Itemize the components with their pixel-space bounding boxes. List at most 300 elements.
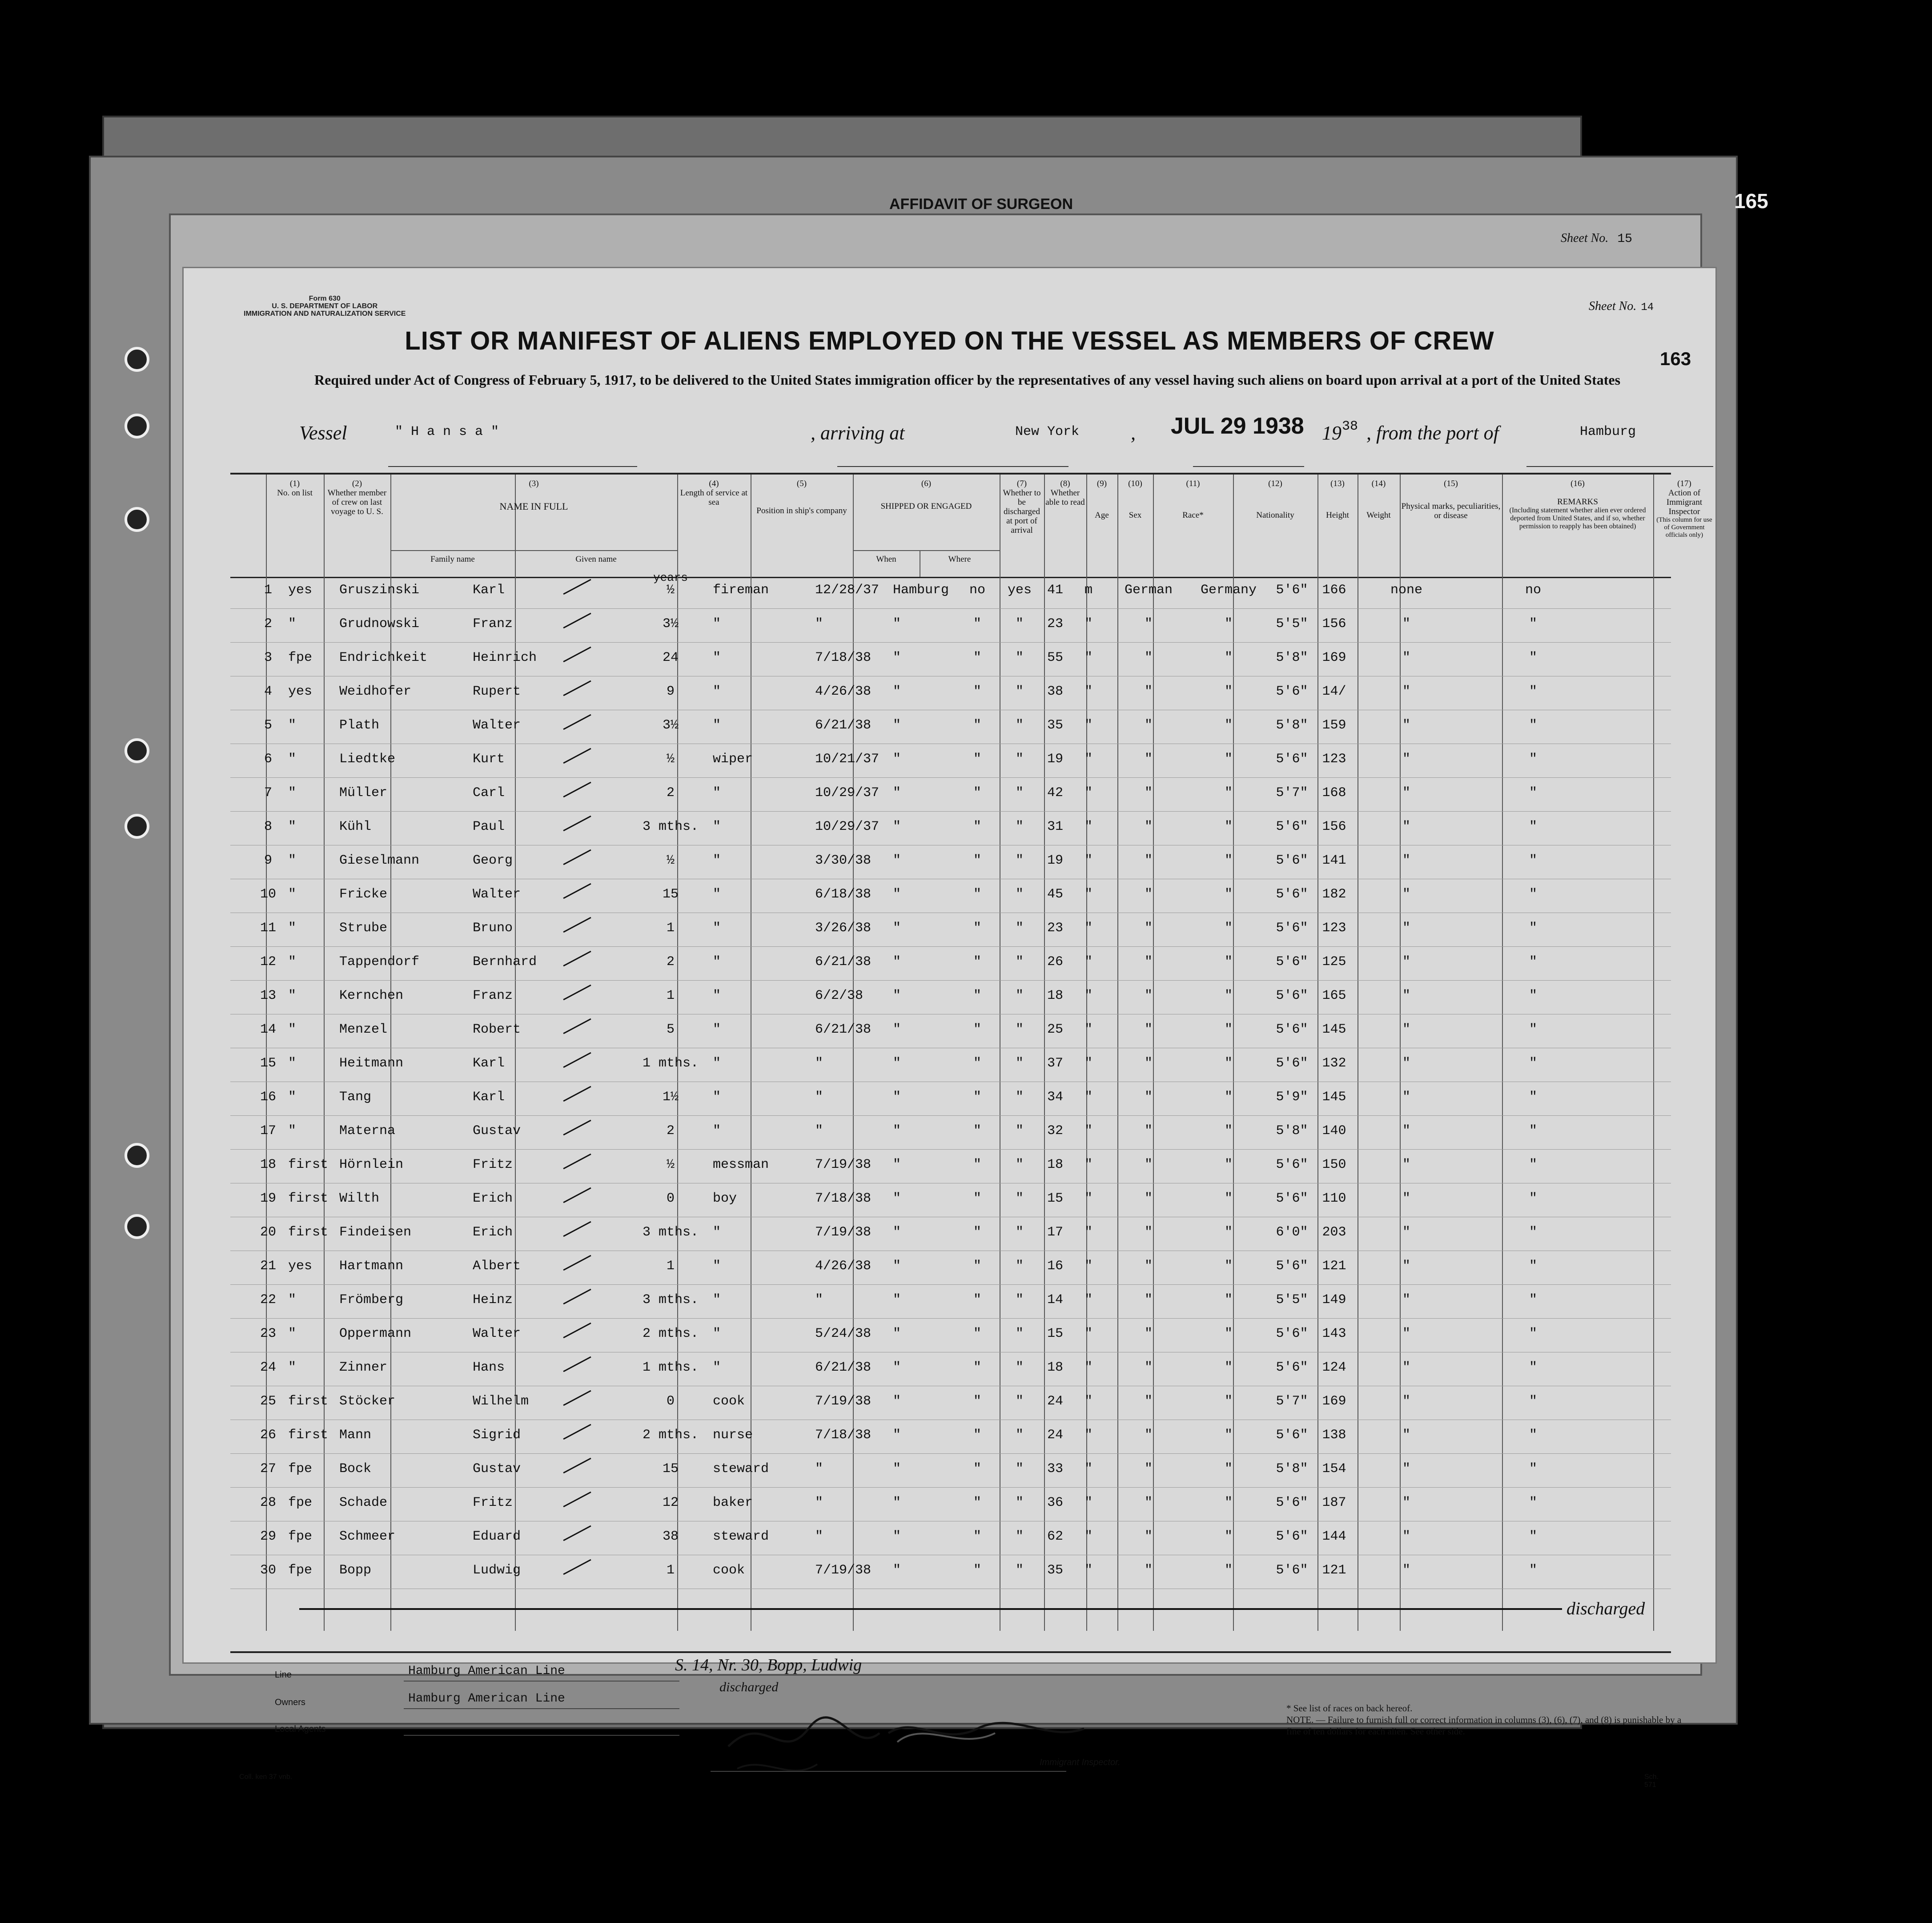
cell-where: " <box>893 1292 901 1307</box>
cell-read: " <box>1015 1360 1024 1375</box>
cell-no: 28 <box>260 1495 276 1510</box>
cell-given: Walter <box>473 718 521 733</box>
owners-label: Owners <box>275 1698 305 1707</box>
cell-age: 23 <box>1047 616 1063 632</box>
cell-disch: " <box>973 887 981 902</box>
cell-remarks: " <box>1529 887 1537 902</box>
cell-race: " <box>1144 1360 1153 1375</box>
owners-value: Hamburg American Line <box>408 1692 565 1706</box>
cell-given: Gustav <box>473 1123 521 1139</box>
cell-age: 31 <box>1047 819 1063 834</box>
cell-race: " <box>1144 752 1153 767</box>
cell-nat: " <box>1224 853 1233 868</box>
cell-marks: " <box>1402 1090 1410 1105</box>
cell-remarks: no <box>1525 583 1541 598</box>
column-header-inspector: (17) Action of Immigrant Inspector (This column for use of Government officials only) <box>1656 479 1712 539</box>
cell-position: " <box>713 1259 721 1274</box>
cell-given: Carl <box>473 785 505 801</box>
cell-family: Müller <box>339 785 388 801</box>
cell-nat: " <box>1224 1022 1233 1037</box>
cell-weight: 140 <box>1322 1123 1346 1139</box>
cell-given: Erich <box>473 1225 513 1240</box>
cell-when: 6/21/38 <box>815 1022 872 1037</box>
cell-no: 15 <box>260 1056 276 1071</box>
cell-race: " <box>1144 1428 1153 1443</box>
cell-service: 5 <box>666 1022 675 1037</box>
cell-position: " <box>713 616 721 632</box>
cell-when: 7/18/38 <box>815 650 872 665</box>
cell-weight: 141 <box>1322 853 1346 868</box>
cell-remarks: " <box>1529 1495 1537 1510</box>
cell-sex: " <box>1084 616 1093 632</box>
cell-height: 5'8" <box>1276 650 1308 665</box>
cell-prev: " <box>288 785 297 801</box>
cell-position: messman <box>713 1157 769 1172</box>
column-header-discharged: (7) Whether to be discharged at port of arrival <box>1003 479 1041 535</box>
row-divider <box>230 811 1671 812</box>
cell-position: " <box>713 1225 721 1240</box>
cell-when: " <box>815 1529 823 1544</box>
cell-remarks: " <box>1529 1090 1537 1105</box>
cell-remarks: " <box>1529 954 1537 970</box>
arriving-label: , arriving at <box>811 422 905 444</box>
cell-family: Grudnowski <box>339 616 420 632</box>
cell-height: 5'6" <box>1276 1529 1308 1544</box>
cell-where: " <box>893 1461 901 1476</box>
cell-where: " <box>893 616 901 632</box>
cell-disch: " <box>973 785 981 801</box>
row-divider <box>230 1453 1671 1454</box>
subheader-when: When <box>876 555 896 564</box>
cell-where: " <box>893 1225 901 1240</box>
check-mark-icon <box>563 1424 591 1440</box>
cell-remarks: " <box>1529 1123 1537 1139</box>
cell-marks: " <box>1402 684 1410 699</box>
cell-no: 21 <box>260 1259 276 1274</box>
cell-position: cook <box>713 1563 745 1578</box>
cell-disch: " <box>973 819 981 834</box>
cell-prev: fpe <box>288 1529 313 1544</box>
row-divider <box>230 1284 1671 1285</box>
cell-nat: " <box>1224 1225 1233 1240</box>
cell-race: " <box>1144 853 1153 868</box>
cell-disch: " <box>973 1529 981 1544</box>
cell-position: " <box>713 887 721 902</box>
cell-read: " <box>1015 1123 1024 1139</box>
cell-weight: 145 <box>1322 1090 1346 1105</box>
cell-disch: " <box>973 684 981 699</box>
cell-disch: " <box>973 1259 981 1274</box>
requirement-text: Required under Act of Congress of February 5, 1917, to be delivered to the United States immigration officer by the representatives of any vessel having such aliens on board upon arrival at a port of the United States <box>314 372 1621 388</box>
cell-when: 4/26/38 <box>815 1259 872 1274</box>
cell-where: " <box>893 1529 901 1544</box>
cell-read: " <box>1015 921 1024 936</box>
cell-prev: " <box>288 1056 297 1071</box>
check-mark-icon <box>563 985 591 1001</box>
cell-read: " <box>1015 1259 1024 1274</box>
cell-weight: 154 <box>1322 1461 1346 1476</box>
column-header-no: (1) No. on list <box>277 479 313 498</box>
cell-sex: " <box>1084 1326 1093 1341</box>
cell-age: 15 <box>1047 1326 1063 1341</box>
cell-given: Franz <box>473 616 513 632</box>
cell-race: " <box>1144 1123 1153 1139</box>
cell-height: 6'0" <box>1276 1225 1308 1240</box>
cell-no: 18 <box>260 1157 276 1172</box>
cell-where: " <box>893 1428 901 1443</box>
cell-race: " <box>1144 1563 1153 1578</box>
cell-service: 2 <box>666 1123 675 1139</box>
cell-age: 38 <box>1047 684 1063 699</box>
cell-marks: " <box>1402 1157 1410 1172</box>
cell-where: " <box>893 887 901 902</box>
cell-service: 3 mths. <box>642 819 699 834</box>
cell-disch: " <box>973 954 981 970</box>
column-header-position: (5) Position in ship's company <box>756 479 847 515</box>
cell-where: " <box>893 1056 901 1071</box>
column-header-race: (11) Race* <box>1182 479 1204 520</box>
column-header-sex: (10) Sex <box>1128 479 1142 520</box>
cell-prev: " <box>288 853 297 868</box>
cell-race: " <box>1144 1394 1153 1409</box>
cell-height: 5'6" <box>1276 1056 1308 1071</box>
cell-nat: " <box>1224 1259 1233 1274</box>
check-mark-icon <box>563 1018 591 1034</box>
cell-remarks: " <box>1529 752 1537 767</box>
cell-given: Robert <box>473 1022 521 1037</box>
cell-read: " <box>1015 785 1024 801</box>
cell-age: 34 <box>1047 1090 1063 1105</box>
cell-disch: " <box>973 1326 981 1341</box>
cell-given: Ludwig <box>473 1563 521 1578</box>
cell-position: " <box>713 1360 721 1375</box>
cell-service: ½ <box>666 1157 675 1172</box>
cell-sex: " <box>1084 1529 1093 1544</box>
cell-marks: " <box>1402 1022 1410 1037</box>
cell-read: " <box>1015 819 1024 834</box>
cell-disch: " <box>973 650 981 665</box>
cell-sex: " <box>1084 853 1093 868</box>
fill-line <box>1193 466 1304 467</box>
cell-given: Heinz <box>473 1292 513 1307</box>
cell-race: " <box>1144 684 1153 699</box>
cell-marks: " <box>1402 1428 1410 1443</box>
cell-family: Zinner <box>339 1360 388 1375</box>
schedule-code: Sch. 571 <box>1644 1773 1659 1789</box>
cell-family: Heitmann <box>339 1056 404 1071</box>
cell-sex: " <box>1084 1259 1093 1274</box>
cell-marks: " <box>1402 718 1410 733</box>
cell-age: 24 <box>1047 1394 1063 1409</box>
cell-marks: " <box>1402 1563 1410 1578</box>
cell-family: Findeisen <box>339 1225 412 1240</box>
cell-nat: " <box>1224 616 1233 632</box>
cell-sex: " <box>1084 1292 1093 1307</box>
cell-marks: " <box>1402 1394 1410 1409</box>
manifest-sheet: Form 630 U. S. DEPARTMENT OF LABOR IMMIGRATION AND NATURALIZATION SERVICE Sheet No. 14 LIST OR MANIFEST OF ALIENS EMPLOYED ON THE VESSEL AS MEMBERS OF CREW 163 Required under Act of Congress of February 5, 1917, to be delivered to the United States immigration officer by the representatives of any vessel having such aliens on board upon arrival at a port of the United States Vessel " H a n s a " , arriving at New York , JUL 29 1938 19 38 , from the port of Hamburg (1) No. on list (2) Whether member of crew on last voyage to U. S. (3) NAME IN FULL Family name Given name (4) Length of service at sea (5) Position in ship's company (6) SHIPPED OR ENGAGED When Where (7) Whether to be discharged at port of arrival (8) Whether able to read (9) Age (10) Sex (11) Race* (12) Nationality (13) Height (14) Weight (15) Physical marks, peculiarities, or disease (16) REMARKS (Including statement whether alien ever ordered deported from United States, and if so, whether permission to reapply has been obtained) (17) Action of Immigrant Inspector (This column for use of Government officials only) 1 yes Gruszinski Karl ½ fireman 12/28/37 Hamburg no yes 41 m German Germany 5'6" 166 none no 2 " Grudnowski Franz 3½ " " " " " 23 " " " 5'5" 156 " " 3 fpe Endrichkeit Heinrich 24 " 7/18/38 " " " 55 " " " 5'8" 169 " " 4 yes Weidhofer Rupert 9 " 4/26/38 " " " 38 " " " 5'6" 14/ " " 5 " Plath Walter 3½ " 6/21/38 " " " 35 " " " 5'8" 159 " " 6 " Liedtke Kurt ½ wiper 10/21/37 " " " 19 " " " 5'6" 123 " " 7 " Müller Carl 2 " 10/29/37 " " " 42 " " " 5'7" 168 " " 8 " Kühl Paul 3 mths. " 10/29/37 " " " 31 " " " 5'6" 156 " " 9 " Gieselmann Georg ½ " 3/30/38 " " " 19 " " " 5'6" 141 " " 10 " Fricke Walter 15 " 6/18/38 " " " 45 " " " 5'6" 182 " " 11 " Strube Bruno 1 " 3/26/38 " " " 23 " " " 5'6" 123 " " 12 " Tappendorf Bernhard 2 " 6/21/38 " " " 26 " " " 5'6" 125 " " 13 " Kernchen Franz 1 " 6/2/38 " " " 18 " " " 5'6" 165 " " 14 " Menzel Robert 5 " 6/21/38 " " " 25 " " " 5'6" 145 " " 15 " Heitmann Karl 1 mths. " " " " " 37 " " " 5'6" 132 " " 16 " Tang Karl 1½ " " " " " 34 " " " 5'9" 145 " " 17 " Materna Gustav 2 " " " " " 32 " " " 5'8" 140 " " 18 first Hörnlein Fritz ½ messman 7/19/38 " " " 18 " " " 5'6" 150 " " 19 first Wilth Erich 0 boy 7/18/38 " " " 15 " " " 5'6" 110 " " 20 first Findeisen Erich 3 mths. " 7/19/38 " " " 17 " " " 6'0" 203 " " 21 yes Hartmann Albert 1 " 4/26/38 " " " 16 " " " 5'6" 121 " " 22 " Frömberg Heinz 3 mths. " " " " " 14 " " " 5'5" 149 " " 23 " Oppermann Walter 2 mths. " 5/24/38 " " " 15 " " " 5'6" 143 " " 24 " Zinner Hans 1 mths. " 6/21/38 " " " 18 " " " 5'6" 124 " " 25 first Stöcker Wilhelm 0 cook 7/19/38 " " " 24 " " " 5'7" 169 " " 26 first Mann Sigrid 2 mths. nurse 7/18/38 " " " 24 " " " 5'6" 138 " " 27 fpe Bock Gustav 15 steward " " " " 33 " " " 5'8" 154 " " 28 fpe Schade Fritz 12 baker " " " " 36 " " " 5'6" 187 " " 29 fpe Schmeer Eduard 38 steward " " " " 62 " " " 5'6" 144 " " 30 fpe Bopp Ludwig 1 cook 7/19/38 " " " 35 " " " 5'6" 121 " " years discharged Line Hamburg American Line Owners Hamburg American Line Local Agents S. 14, Nr. 30, Bopp, Ludwig discharged Immigrant Inspector. Coll. ken 37 vnb. Sch. 571 * See list of races on back hereof. NOTE. — Failure to furnish full or correct information in columns (3), (6), (7), and (8) is punishable by a fine of ten dollars for each alien. See other side. <box>182 267 1717 1664</box>
cell-no: 24 <box>260 1360 276 1375</box>
cell-when: 5/24/38 <box>815 1326 872 1341</box>
column-header-age: (9) Age <box>1095 479 1109 520</box>
cell-prev: " <box>288 921 297 936</box>
column-header-last-voyage: (2) Whether member of crew on last voyage to U. S. <box>327 479 387 516</box>
cell-no: 3 <box>264 650 272 665</box>
check-mark-icon <box>563 714 591 730</box>
cell-weight: 165 <box>1322 988 1346 1003</box>
cell-disch: " <box>973 1394 981 1409</box>
cell-where: Hamburg <box>893 583 949 598</box>
fill-line <box>711 1771 1066 1772</box>
cell-marks: " <box>1402 1225 1410 1240</box>
cell-sex: " <box>1084 1360 1093 1375</box>
cell-age: 26 <box>1047 954 1063 970</box>
cell-given: Albert <box>473 1259 521 1274</box>
cell-where: " <box>893 1259 901 1274</box>
cell-remarks: " <box>1529 1326 1537 1341</box>
cell-family: Kernchen <box>339 988 404 1003</box>
cell-race: " <box>1144 1090 1153 1105</box>
cell-weight: 145 <box>1322 1022 1346 1037</box>
cell-no: 9 <box>264 853 272 868</box>
cell-service: 2 <box>666 785 675 801</box>
cell-race: " <box>1144 1495 1153 1510</box>
cell-marks: " <box>1402 853 1410 868</box>
cell-nat: " <box>1224 1495 1233 1510</box>
cell-service: 0 <box>666 1394 675 1409</box>
cell-weight: 156 <box>1322 616 1346 632</box>
cell-marks: " <box>1402 1191 1410 1206</box>
cell-service: 3 mths. <box>642 1292 699 1307</box>
year-value: 38 <box>1342 419 1358 434</box>
cell-nat: " <box>1224 1191 1233 1206</box>
check-mark-icon <box>563 1390 591 1406</box>
cell-service: 38 <box>662 1529 679 1544</box>
check-mark-icon <box>563 1323 591 1339</box>
cell-when: 10/29/37 <box>815 785 880 801</box>
cell-height: 5'6" <box>1276 1259 1308 1274</box>
cell-age: 32 <box>1047 1123 1063 1139</box>
arrival-date-stamp: JUL 29 1938 <box>1171 413 1304 439</box>
cell-when: 7/19/38 <box>815 1394 872 1409</box>
column-header-height: (13) Height <box>1326 479 1349 520</box>
cell-nat: " <box>1224 1157 1233 1172</box>
discharged-annotation: discharged <box>1566 1598 1645 1618</box>
cell-age: 24 <box>1047 1428 1063 1443</box>
cell-weight: 121 <box>1322 1259 1346 1274</box>
cell-disch: " <box>973 921 981 936</box>
cell-weight: 156 <box>1322 819 1346 834</box>
cell-given: Georg <box>473 853 513 868</box>
cell-race: " <box>1144 616 1153 632</box>
fine-note: * See list of races on back hereof. NOTE. — Failure to furnish full or correct information in columns (3), (6), (7), and (8) is punishable by a fine of ten dollars for each alien. See other side. <box>1286 1703 1682 1737</box>
cell-where: " <box>893 1394 901 1409</box>
cell-given: Eduard <box>473 1529 521 1544</box>
cell-age: 37 <box>1047 1056 1063 1071</box>
cell-service: 2 mths. <box>642 1428 699 1443</box>
cell-read: " <box>1015 1292 1024 1307</box>
cell-when: " <box>815 1090 823 1105</box>
cell-age: 25 <box>1047 1022 1063 1037</box>
cell-where: " <box>893 1157 901 1172</box>
cell-family: Plath <box>339 718 380 733</box>
cell-family: Menzel <box>339 1022 388 1037</box>
manifest-title: LIST OR MANIFEST OF ALIENS EMPLOYED ON THE VESSEL AS MEMBERS OF CREW <box>405 326 1494 355</box>
cell-prev: fpe <box>288 1461 313 1476</box>
cell-family: Hartmann <box>339 1259 404 1274</box>
cell-disch: " <box>973 1563 981 1578</box>
check-mark-icon <box>563 1559 591 1575</box>
cell-where: " <box>893 988 901 1003</box>
cell-disch: " <box>973 1495 981 1510</box>
cell-height: 5'6" <box>1276 684 1308 699</box>
cell-remarks: " <box>1529 1225 1537 1240</box>
cell-weight: 124 <box>1322 1360 1346 1375</box>
cell-marks: " <box>1402 1529 1410 1544</box>
cell-position: " <box>713 1056 721 1071</box>
cell-service: 9 <box>666 684 675 699</box>
cell-nat: Germany <box>1200 583 1257 598</box>
cell-nat: " <box>1224 785 1233 801</box>
cell-position: " <box>713 718 721 733</box>
cell-service: 1 <box>666 1563 675 1578</box>
cell-where: " <box>893 1090 901 1105</box>
cell-position: baker <box>713 1495 753 1510</box>
check-mark-icon <box>563 816 591 832</box>
cell-age: 41 <box>1047 583 1063 598</box>
cell-given: Bruno <box>473 921 513 936</box>
cell-service: 1 <box>666 988 675 1003</box>
cell-weight: 121 <box>1322 1563 1346 1578</box>
cell-height: 5'6" <box>1276 1495 1308 1510</box>
cell-service: 15 <box>662 1461 679 1476</box>
cell-marks: " <box>1402 988 1410 1003</box>
cell-height: 5'6" <box>1276 1563 1308 1578</box>
fill-line <box>404 1708 679 1709</box>
cell-marks: " <box>1402 819 1410 834</box>
check-mark-icon <box>563 1086 591 1102</box>
cell-marks: " <box>1402 887 1410 902</box>
cell-nat: " <box>1224 954 1233 970</box>
fill-line <box>388 466 637 467</box>
check-mark-icon <box>563 647 591 663</box>
cell-sex: " <box>1084 921 1093 936</box>
cell-race: " <box>1144 954 1153 970</box>
cell-nat: " <box>1224 1292 1233 1307</box>
check-mark-icon <box>563 1255 591 1271</box>
cell-service: 2 mths. <box>642 1326 699 1341</box>
fill-line <box>1526 466 1713 467</box>
cell-race: " <box>1144 1326 1153 1341</box>
cell-service: 0 <box>666 1191 675 1206</box>
column-header-nationality: (12) Nationality <box>1256 479 1294 520</box>
cell-disch: " <box>973 1157 981 1172</box>
cell-sex: " <box>1084 1563 1093 1578</box>
column-header-physical-marks: (15) Physical marks, peculiarities, or disease <box>1401 479 1501 520</box>
cell-remarks: " <box>1529 1394 1537 1409</box>
cell-height: 5'8" <box>1276 1461 1308 1476</box>
cell-given: Gustav <box>473 1461 521 1476</box>
cell-where: " <box>893 1326 901 1341</box>
cell-prev: first <box>288 1157 329 1172</box>
cell-no: 25 <box>260 1394 276 1409</box>
cell-when: 6/2/38 <box>815 988 864 1003</box>
check-mark-icon <box>563 1221 591 1237</box>
cell-race: " <box>1144 1461 1153 1476</box>
cell-sex: " <box>1084 1022 1093 1037</box>
cell-sex: " <box>1084 1394 1093 1409</box>
cell-height: 5'6" <box>1276 1191 1308 1206</box>
cell-when: 10/29/37 <box>815 819 880 834</box>
cell-when: 6/18/38 <box>815 887 872 902</box>
cell-position: " <box>713 684 721 699</box>
form-page-number: 163 <box>1660 348 1691 369</box>
check-mark-icon <box>563 1289 591 1305</box>
cell-race: " <box>1144 718 1153 733</box>
binder-hole-icon <box>125 738 149 763</box>
cell-position: " <box>713 785 721 801</box>
cell-marks: " <box>1402 1495 1410 1510</box>
cell-sex: " <box>1084 988 1093 1003</box>
cell-remarks: " <box>1529 819 1537 834</box>
cell-remarks: " <box>1529 1191 1537 1206</box>
cell-no: 2 <box>264 616 272 632</box>
cell-height: 5'5" <box>1276 616 1308 632</box>
cell-position: " <box>713 650 721 665</box>
cell-height: 5'6" <box>1276 954 1308 970</box>
cell-race: " <box>1144 1225 1153 1240</box>
cell-read: " <box>1015 1090 1024 1105</box>
cell-weight: 169 <box>1322 650 1346 665</box>
binder-hole-icon <box>125 507 149 532</box>
cell-read: " <box>1015 616 1024 632</box>
cell-given: Paul <box>473 819 505 834</box>
cell-prev: first <box>288 1191 329 1206</box>
cell-service: 1 mths. <box>642 1056 699 1071</box>
check-mark-icon <box>563 579 591 595</box>
cell-nat: " <box>1224 1360 1233 1375</box>
cell-age: 15 <box>1047 1191 1063 1206</box>
cell-where: " <box>893 1563 901 1578</box>
cell-remarks: " <box>1529 853 1537 868</box>
cell-height: 5'8" <box>1276 1123 1308 1139</box>
cell-read: " <box>1015 988 1024 1003</box>
cell-nat: " <box>1224 1563 1233 1578</box>
cell-given: Rupert <box>473 684 521 699</box>
check-mark-icon <box>563 782 591 798</box>
from-label: , from the port of <box>1366 422 1499 444</box>
cell-prev: " <box>288 1123 297 1139</box>
cell-where: " <box>893 650 901 665</box>
cell-nat: " <box>1224 988 1233 1003</box>
row-divider <box>230 946 1671 947</box>
cell-prev: yes <box>288 684 313 699</box>
cell-prev: " <box>288 1022 297 1037</box>
signature-icon <box>711 1693 1200 1782</box>
cell-service: ½ <box>666 583 675 598</box>
cell-marks: " <box>1402 1292 1410 1307</box>
check-mark-icon <box>563 613 591 629</box>
cell-weight: 123 <box>1322 921 1346 936</box>
cell-disch: " <box>973 1292 981 1307</box>
check-mark-icon <box>563 1525 591 1541</box>
cell-weight: 143 <box>1322 1326 1346 1341</box>
cell-nat: " <box>1224 1123 1233 1139</box>
cell-family: Liedtke <box>339 752 396 767</box>
cell-given: Karl <box>473 1056 505 1071</box>
cell-age: 19 <box>1047 853 1063 868</box>
cell-race: " <box>1144 1191 1153 1206</box>
binder-hole-icon <box>125 1143 149 1168</box>
